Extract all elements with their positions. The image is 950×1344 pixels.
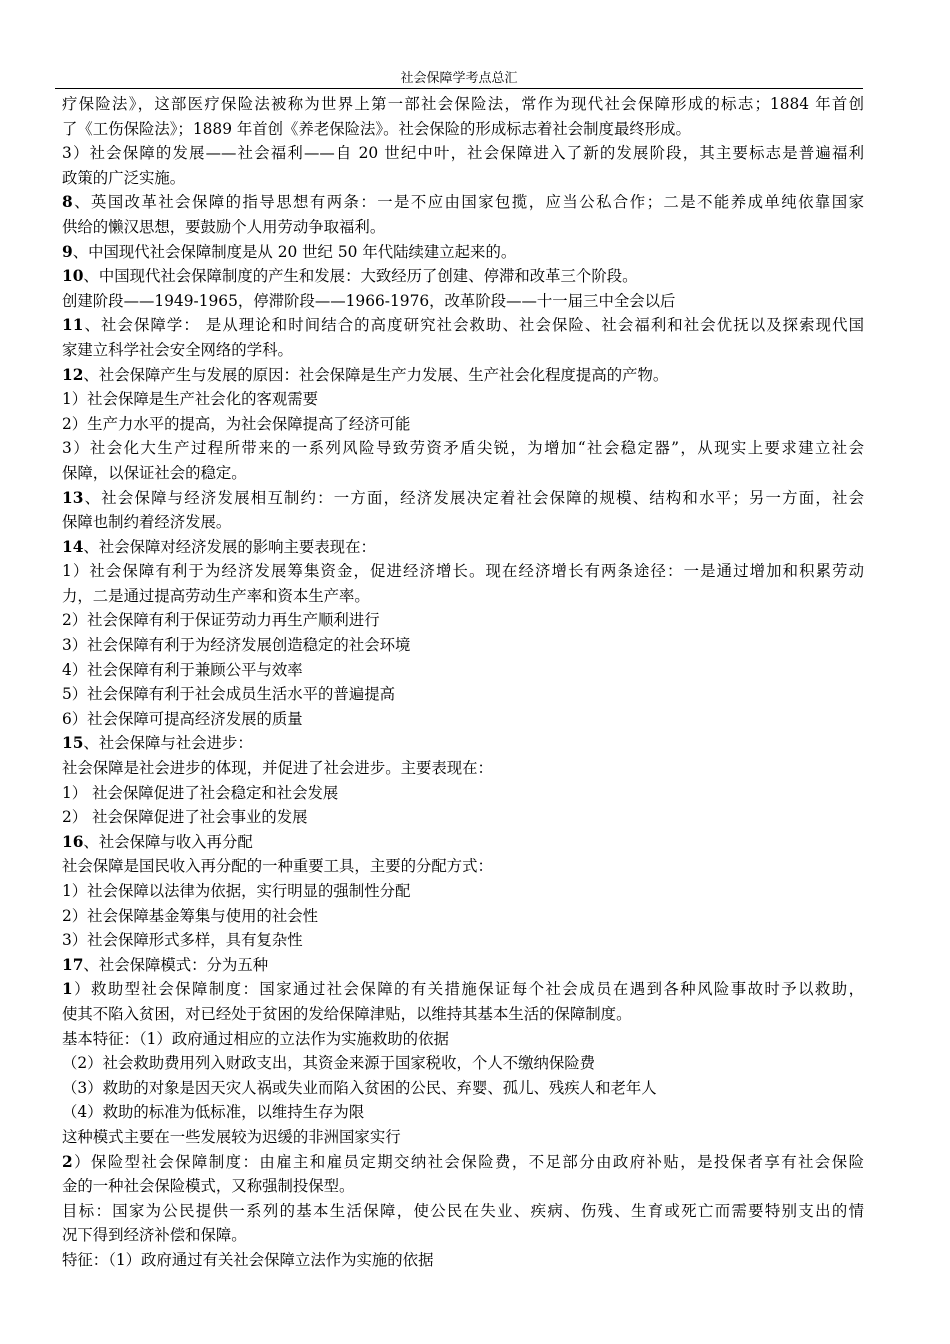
text-line xyxy=(62,608,864,633)
text-line xyxy=(62,1248,864,1273)
text-line xyxy=(62,707,864,732)
line-text: 了《工伤保险法》；1889 年首创《养老保险法》。社会保险的形成标志着社会制度最终形成。 xyxy=(62,119,691,138)
item-number: 17 xyxy=(62,955,84,974)
text-line xyxy=(62,1002,864,1027)
text-line xyxy=(62,1125,864,1150)
line-text: ）救助型社会保障制度：国家通过社会保障的有关措施保证每个社会成员在遇到各种风险事故时予以救助， xyxy=(72,980,864,999)
line-text: 3）社会保障有利于为经济发展创造稳定的社会环境 xyxy=(62,636,411,655)
text-line xyxy=(62,781,864,806)
line-text: （4）救助的标准为低标准，以维持生存为限 xyxy=(62,1103,365,1122)
line-text: （2）社会救助费用列入财政支出，其资金来源于国家税收，个人不缴纳保险费 xyxy=(62,1054,596,1073)
line-text: 、中国现代社会保障制度是从 20 世纪 50 年代陆续建立起来的。 xyxy=(72,242,517,261)
line-text: 基本特征：（1）政府通过相应的立法作为实施救助的依据 xyxy=(62,1029,449,1048)
item-number: 16 xyxy=(62,832,84,851)
text-line xyxy=(62,658,864,683)
line-text: 况下得到经济补偿和保障。 xyxy=(62,1226,247,1245)
line-text: 家建立科学社会安全网络的学科。 xyxy=(62,340,293,359)
line-text: 保障，以保证社会的稳定。 xyxy=(62,463,247,482)
text-line xyxy=(62,682,864,707)
text-line xyxy=(62,1223,864,1248)
text-line xyxy=(62,535,864,560)
line-text: 1）社会保障以法律为依据，实行明显的强制性分配 xyxy=(62,882,411,900)
line-text: 2）社会保障有利于保证劳动力再生产顺利进行 xyxy=(62,611,380,630)
line-text: 供给的懒汉思想，要鼓励个人用劳动争取福利。 xyxy=(62,217,386,236)
line-text: 创建阶段——1949-1965，停滞阶段——1966-1976，改革阶段——十一届三中全会以后 xyxy=(62,291,676,310)
line-text: 6）社会保障可提高经济发展的质量 xyxy=(62,709,303,728)
text-line xyxy=(62,879,864,904)
item-number: 14 xyxy=(62,537,84,556)
line-text: 3）社会保障的发展——社会福利——自 20 世纪中叶，社会保障进入了新的发展阶段，其主要标志是普遍福利 xyxy=(62,144,864,163)
line-text: 3）社会保障形式多样，具有复杂性 xyxy=(62,931,303,950)
line-text: 政策的广泛实施。 xyxy=(62,168,186,187)
page-header: 社会保障学考点总汇 xyxy=(400,71,518,86)
line-text: 特征：（1）政府通过有关社会保障立法作为实施的依据 xyxy=(62,1250,434,1269)
line-text: 、社会保障与社会进步： xyxy=(83,734,253,753)
text-line xyxy=(62,363,864,388)
line-text: 、社会保障学： 是从理论和时间结合的高度研究社会救助、社会保险、社会福利和社会优抚以及探索现代国 xyxy=(83,316,864,335)
item-number: 13 xyxy=(62,488,84,507)
text-line xyxy=(62,461,864,486)
line-text: 2）生产力水平的提高，为社会保障提高了经济可能 xyxy=(62,414,411,433)
text-line xyxy=(62,830,864,855)
text-line xyxy=(62,1027,864,1052)
item-number: 10 xyxy=(62,267,84,286)
line-text: 、中国现代社会保障制度的产生和发展：大致经历了创建、停滞和改革三个阶段。 xyxy=(83,267,638,286)
text-line xyxy=(62,141,864,166)
line-text: 2） 社会保障促进了社会事业的发展 xyxy=(62,808,308,827)
text-line xyxy=(62,510,864,535)
text-line xyxy=(62,1174,864,1199)
text-line xyxy=(62,731,864,756)
document-body xyxy=(62,92,864,1273)
text-line xyxy=(62,412,864,437)
item-number: 9 xyxy=(62,242,73,261)
item-number: 12 xyxy=(62,365,84,384)
text-line xyxy=(62,387,864,412)
header-divider xyxy=(55,88,863,89)
line-text: 、社会保障对经济发展的影响主要表现在： xyxy=(83,537,376,556)
text-line xyxy=(62,904,864,929)
text-line xyxy=(62,166,864,191)
line-text: 、英国改革社会保障的指导思想有两条：一是不应由国家包揽，应当公私合作；二是不能养成单纯依靠国家 xyxy=(72,193,864,212)
text-line xyxy=(62,486,864,511)
text-line xyxy=(62,584,864,609)
line-text: 、社会保障模式：分为五种 xyxy=(83,955,269,974)
text-line xyxy=(62,977,864,1002)
line-text: 5）社会保障有利于社会成员生活水平的普遍提高 xyxy=(62,685,395,704)
line-text: 、社会保障与经济发展相互制约：一方面，经济发展决定着社会保障的规模、结构和水平；另一方面，社会 xyxy=(83,488,864,507)
text-line xyxy=(62,756,864,781)
line-text: 1）社会保障是生产社会化的客观需要 xyxy=(62,390,319,409)
item-number: 15 xyxy=(62,734,84,753)
item-number: 11 xyxy=(62,316,84,335)
text-line xyxy=(62,338,864,363)
text-line xyxy=(62,117,864,142)
text-line xyxy=(62,289,864,314)
item-number: 8 xyxy=(62,193,73,212)
line-text: 疗保险法》，这部医疗保险法被称为世界上第一部社会保险法，常作为现代社会保障形成的标志；1884 年首创 xyxy=(62,95,864,113)
line-text: 、社会保障与收入再分配 xyxy=(83,832,253,851)
line-text: 使其不陷入贫困，对已经处于贫困的发给保障津贴，以维持其基本生活的保障制度。 xyxy=(62,1004,632,1023)
line-text: 4）社会保障有利于兼顾公平与效率 xyxy=(62,660,303,679)
text-line xyxy=(62,215,864,240)
line-text: 3）社会化大生产过程所带来的一系列风险导致劳资矛盾尖锐，为增加“社会稳定器”，从现实上要求建立社会 xyxy=(62,439,864,458)
text-line xyxy=(62,633,864,658)
text-line xyxy=(62,264,864,289)
item-number: 1 xyxy=(62,980,73,999)
line-text: 力，二是通过提高劳动生产率和资本生产率。 xyxy=(62,586,370,605)
line-text: 1） 社会保障促进了社会稳定和社会发展 xyxy=(62,783,339,802)
text-line xyxy=(62,190,864,215)
text-line xyxy=(62,436,864,461)
item-number: 2 xyxy=(62,1152,73,1171)
text-line xyxy=(62,559,864,584)
line-text: ）保险型社会保障制度：由雇主和雇员定期交纳社会保险费，不足部分由政府补贴，是投保者享有社会保险 xyxy=(72,1152,864,1171)
line-text: 保障也制约着经济发展。 xyxy=(62,513,232,532)
text-line xyxy=(62,313,864,338)
line-text: 社会保障是国民收入再分配的一种重要工具，主要的分配方式： xyxy=(62,857,493,876)
line-text: 1）社会保障有利于为经济发展筹集资金，促进经济增长。现在经济增长有两条途径：一是通过增加和积累劳动 xyxy=(62,562,864,581)
text-line xyxy=(62,92,864,117)
text-line xyxy=(62,240,864,265)
line-text: 、社会保障产生与发展的原因：社会保障是生产力发展、生产社会化程度提高的产物。 xyxy=(83,365,669,384)
text-line xyxy=(62,1100,864,1125)
text-line xyxy=(62,928,864,953)
line-text: 社会保障是社会进步的体现，并促进了社会进步。主要表现在： xyxy=(62,759,493,778)
line-text: 金的一种社会保险模式，又称强制投保型。 xyxy=(62,1177,355,1196)
text-line xyxy=(62,1076,864,1101)
line-text: 这种模式主要在一些发展较为迟缓的非洲国家实行 xyxy=(62,1127,401,1146)
line-text: 2）社会保障基金筹集与使用的社会性 xyxy=(62,906,319,925)
text-line xyxy=(62,1051,864,1076)
text-line xyxy=(62,1150,864,1175)
text-line xyxy=(62,1199,864,1224)
line-text: 目标：国家为公民提供一系列的基本生活保障，使公民在失业、疾病、伤残、生育或死亡而需要特别支出的情 xyxy=(62,1201,864,1220)
text-line xyxy=(62,953,864,978)
line-text: （3）救助的对象是因天灾人祸或失业而陷入贫困的公民、弃婴、孤儿、残疾人和老年人 xyxy=(62,1078,657,1097)
text-line xyxy=(62,805,864,830)
text-line xyxy=(62,854,864,879)
